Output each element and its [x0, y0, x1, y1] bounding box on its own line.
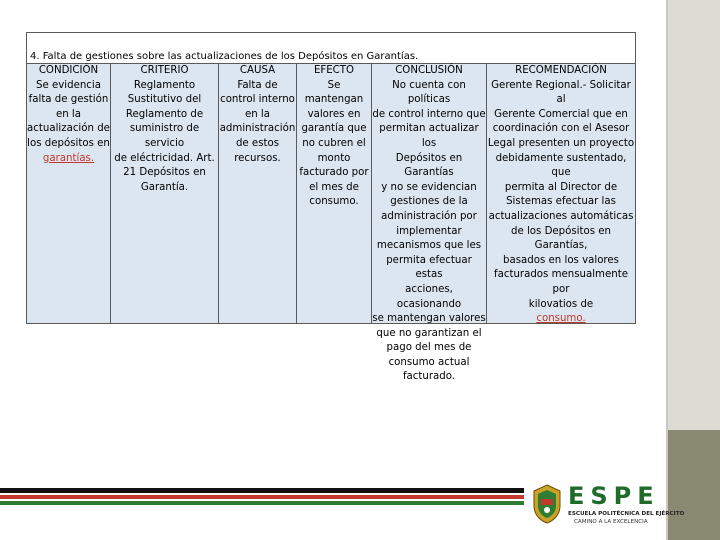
column-header-efecto: EFECTO [313, 65, 355, 76]
table-title: 4. Falta de gestiones sobre las actualizaciones de los Depósitos en Garantías. [30, 51, 419, 62]
column-header-criterio: CRITERIO [140, 65, 189, 76]
logo-tagline: CAMINO A LA EXCELENCIA [574, 519, 648, 525]
column-efecto [297, 64, 372, 323]
footer-stripe-green [0, 501, 524, 505]
logo-subtitle: ESCUELA POLITÉCNICA DEL EJÉRCITO [568, 511, 685, 517]
column-text-condicion: Se evidencia falta de gestión en la actualización de los depósitos en [27, 79, 110, 149]
column-underlined-recomendacion: consumo. [536, 313, 586, 325]
column-condicion [27, 64, 111, 323]
column-criterio [111, 64, 219, 323]
column-header-recomendacion: RECOMENDACIÓN [515, 65, 607, 76]
logo-letters: ESPE [568, 482, 660, 510]
table-title-row [27, 33, 635, 64]
column-causa [219, 64, 297, 323]
column-text-causa: Falta de control interno en la administración de estos recursos. [219, 79, 296, 164]
column-header-condicion: CONDICIÓN [38, 65, 99, 76]
espe-logo [528, 482, 685, 528]
column-recomendacion [487, 64, 635, 323]
column-text-conclusion: No cuenta con políticas de control interno que permitan actualizar los Depósitos en Garantías y no se evidencian gestiones de la administración por implementar mecanismos que les permita efectuar estas acciones, ocasionando se mantengan valores que no garantizan el pago del mes de consumo actual facturado. [372, 79, 486, 383]
column-header-causa: CAUSA [239, 65, 276, 76]
right-side-band-light [668, 0, 720, 430]
column-conclusion [372, 64, 487, 383]
crest-icon [532, 484, 562, 524]
findings-table [26, 32, 636, 383]
footer-stripe-red [0, 495, 524, 499]
footer-stripe-black [0, 488, 524, 493]
column-underlined-condicion: garantías. [42, 152, 95, 164]
column-text-criterio: Reglamento Sustitutivo del Reglamento de suministro de servicio de eléctricidad. Art. 21 Depósitos en Garantía. [114, 79, 215, 193]
right-side-band-dark [668, 430, 720, 540]
column-text-recomendacion: Gerente Regional.- Solicitar al Gerente Comercial que en coordinación con el Asesor Legal presenten un proyecto debidamente sustentado, que permita al Director de Sistemas efectuar las actualizaciones automáticas de los Depósitos en Garantías, basados en los valores facturados mensualmente por kilovatios de [487, 79, 635, 310]
column-header-conclusion: CONCLUSIÓN [395, 65, 463, 76]
column-text-efecto: Se mantengan valores en garantía que no cubren el monto facturado por el mes de consumo. [299, 79, 369, 208]
